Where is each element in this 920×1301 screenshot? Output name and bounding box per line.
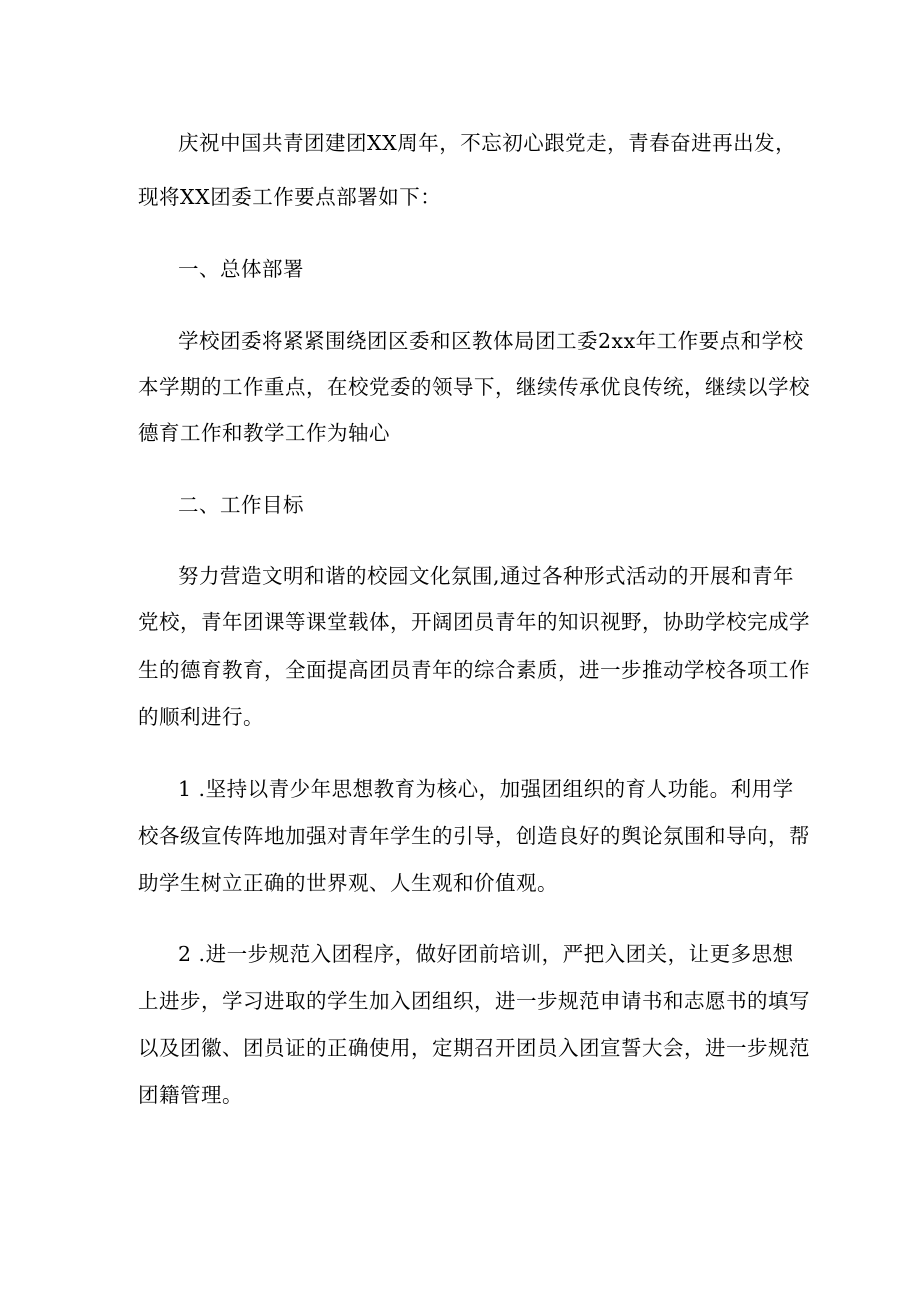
item-1-line-3: 助学生树立正确的世界观、人生观和价值观。 (138, 871, 558, 895)
goals-line-4: 的顺利进行。 (138, 705, 264, 729)
section-heading-overall: 一、总体部署 (178, 257, 304, 281)
overall-line-3: 德育工作和教学工作为轴心 (138, 421, 390, 445)
item-2-line-3: 以及团徽、团员证的正确使用，定期召开团员入团宣誓大会，进一步规范 (138, 1036, 810, 1060)
overall-line-2: 本学期的工作重点，在校党委的领导下，继续传承优良传统，继续以学校 (138, 375, 810, 399)
overall-line-1: 学校团委将紧紧围绕团区委和区教体局团工委2xx年工作要点和学校 (178, 329, 804, 353)
item-1-line-1: 1 .坚持以青少年思想教育为核心，加强团组织的育人功能。利用学 (178, 777, 794, 801)
item-2-line-4: 团籍管理。 (138, 1083, 243, 1107)
item-2-line-2: 上进步，学习进取的学生加入团组织，进一步规范申请书和志愿书的填写 (138, 989, 810, 1013)
goals-line-2: 党校，青年团课等课堂载体，开阔团员青年的知识视野，协助学校完成学 (138, 610, 810, 634)
goals-line-3: 生的德育教育，全面提高团员青年的综合素质，进一步推动学校各项工作 (138, 658, 810, 682)
item-1-line-2: 校各级宣传阵地加强对青年学生的引导，创造良好的舆论氛围和导向，帮 (138, 824, 810, 848)
goals-line-1: 努力营造文明和谐的校园文化氛围,通过各种形式活动的开展和青年 (178, 564, 795, 588)
item-2-line-1: 2 .进一步规范入团程序，做好团前培训，严把入团关，让更多思想 (178, 942, 794, 966)
intro-line-2: 现将XX团委工作要点部署如下： (138, 185, 442, 209)
intro-line-1: 庆祝中国共青团建团XX周年，不忘初心跟党走，青春奋进再出发， (178, 131, 797, 155)
section-heading-goals: 二、工作目标 (178, 493, 304, 517)
